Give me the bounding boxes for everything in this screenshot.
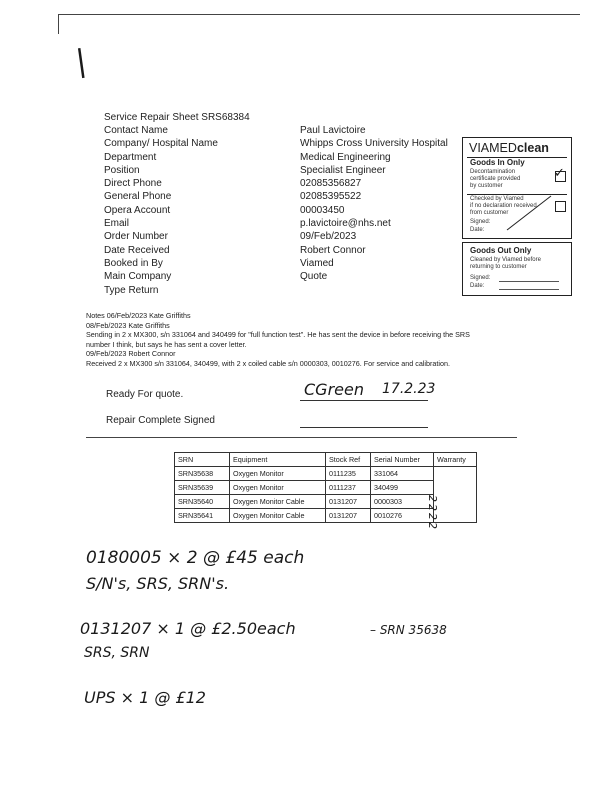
table-row: SRN35641 Oxygen Monitor Cable 0131207 0010276: [175, 509, 477, 523]
checked-text: Checked by Viamed if no declaration received from customer: [470, 196, 537, 217]
repair-complete-label: Repair Complete Signed: [106, 415, 215, 426]
out-signed-line: [499, 281, 559, 282]
label-order-number: Order Number: [104, 231, 168, 243]
value-booked-in-by: Robert Connor: [300, 244, 366, 256]
ready-for-quote-label: Ready For quote.: [106, 389, 184, 400]
label-position: Position: [104, 164, 140, 176]
value-type-return: Quote: [300, 271, 328, 283]
table-row: SRN35639 Oxygen Monitor 0111237 340499: [175, 481, 477, 495]
value-position: Specialist Engineer: [300, 164, 386, 176]
handwritten-line-4: SRS, SRN: [84, 645, 150, 661]
note-line: Notes 06/Feb/2023 Kate Griffiths: [86, 311, 191, 320]
label-department: Department: [104, 151, 157, 163]
table-header-row: [175, 453, 477, 467]
viamed-stamp-goods-in: [462, 137, 572, 239]
sheet-title: Service Repair Sheet SRS68384: [104, 112, 250, 123]
value-general-phone: 02085395522: [300, 191, 362, 203]
field-values: [300, 124, 448, 284]
out-date-line: [499, 289, 559, 290]
value-email: p.lavictoire@nhs.net: [300, 218, 391, 230]
label-email: Email: [104, 218, 130, 230]
handwritten-line-3: 0131207 × 1 @ £2.50each: [80, 619, 296, 638]
label-direct-phone: Direct Phone: [104, 178, 162, 190]
tick-mark-icon: ✓: [554, 166, 565, 181]
header-stock-ref: Stock Ref: [326, 453, 371, 467]
value-opera-account: 00003450: [300, 204, 345, 216]
ready-date: 17.2.23: [382, 381, 436, 397]
label-type-return: Type Return: [104, 284, 159, 296]
label-date-received: Date Received: [104, 244, 170, 256]
margin-mark: |: [73, 43, 89, 80]
label-booked-in-by: Booked in By: [104, 257, 163, 269]
table-row: SRN35640 Oxygen Monitor Cable 0131207 0000303: [175, 495, 477, 509]
notes-block: [86, 311, 470, 369]
brand-bold: clean: [516, 141, 549, 155]
warranty-handwritten-marks: 2222: [426, 495, 439, 531]
note-line: number I think, but says he has sent a cover letter.: [86, 339, 247, 349]
note-line: 09/Feb/2023 Robert Connor: [86, 349, 176, 359]
label-main-company: Main Company: [104, 271, 172, 283]
brand-plain: VIAMED: [469, 141, 517, 155]
out-date-label: Date:: [470, 283, 485, 289]
section-divider: [86, 437, 517, 438]
value-main-company: Viamed: [300, 257, 334, 269]
goods-in-title: Goods In Only: [470, 158, 525, 167]
field-labels: [104, 124, 218, 297]
goods-out-title: Goods Out Only: [470, 246, 532, 255]
header-equipment: Equipment: [230, 453, 326, 467]
header-srn: SRN: [175, 453, 230, 467]
note-line: Received 2 x MX300 s/n 331064, 340499, with 2 x coiled cable s/n 0000303, 0010276. For service and calibration.: [86, 358, 451, 368]
value-contact-name: Paul Lavictoire: [300, 125, 366, 136]
value-direct-phone: 02085356827: [300, 178, 362, 190]
handwritten-line-1: 0180005 × 2 @ £45 each: [86, 548, 305, 568]
handwritten-line-3-note: – SRN 35638: [370, 623, 447, 637]
handwritten-line-2: S/N's, SRS, SRN's.: [86, 574, 230, 593]
header-warranty: Warranty: [434, 453, 477, 467]
scan-edge-top: [58, 14, 580, 15]
scan-edge-left: [58, 14, 59, 34]
date-label: Date:: [470, 227, 485, 233]
ready-signature-line: [300, 400, 428, 401]
goods-out-text: Cleaned by Viamed before returning to customer: [470, 257, 541, 271]
label-contact-name: Contact Name: [104, 125, 168, 136]
value-department: Medical Engineering: [300, 151, 391, 163]
label-opera-account: Opera Account: [104, 204, 171, 216]
value-date-received: 09/Feb/2023: [300, 231, 357, 243]
repair-signature-line: [300, 427, 428, 428]
label-company: Company/ Hospital Name: [104, 138, 218, 150]
out-signed-label: Signed:: [470, 275, 491, 281]
value-company: Whipps Cross University Hospital: [300, 138, 448, 150]
note-line: Sending in 2 x MX300, s/n 331064 and 340499 for "full function test". He has sent the device in before receiving the SRS: [86, 330, 470, 340]
strike-line-icon: [463, 138, 571, 238]
handwritten-line-5: UPS × 1 @ £12: [84, 688, 206, 707]
goods-in-text: Decontamination certificate provided by customer: [470, 169, 521, 190]
signed-label: Signed:: [470, 219, 491, 225]
note-line: 08/Feb/2023 Kate Griffiths: [86, 320, 170, 330]
viamed-stamp-goods-out: [462, 242, 572, 296]
ready-signature: CGreen: [304, 380, 364, 399]
label-general-phone: General Phone: [104, 191, 172, 203]
header-serial-number: Serial Number: [371, 453, 434, 467]
table-row: SRN35638 Oxygen Monitor 0111235 331064: [175, 467, 477, 481]
